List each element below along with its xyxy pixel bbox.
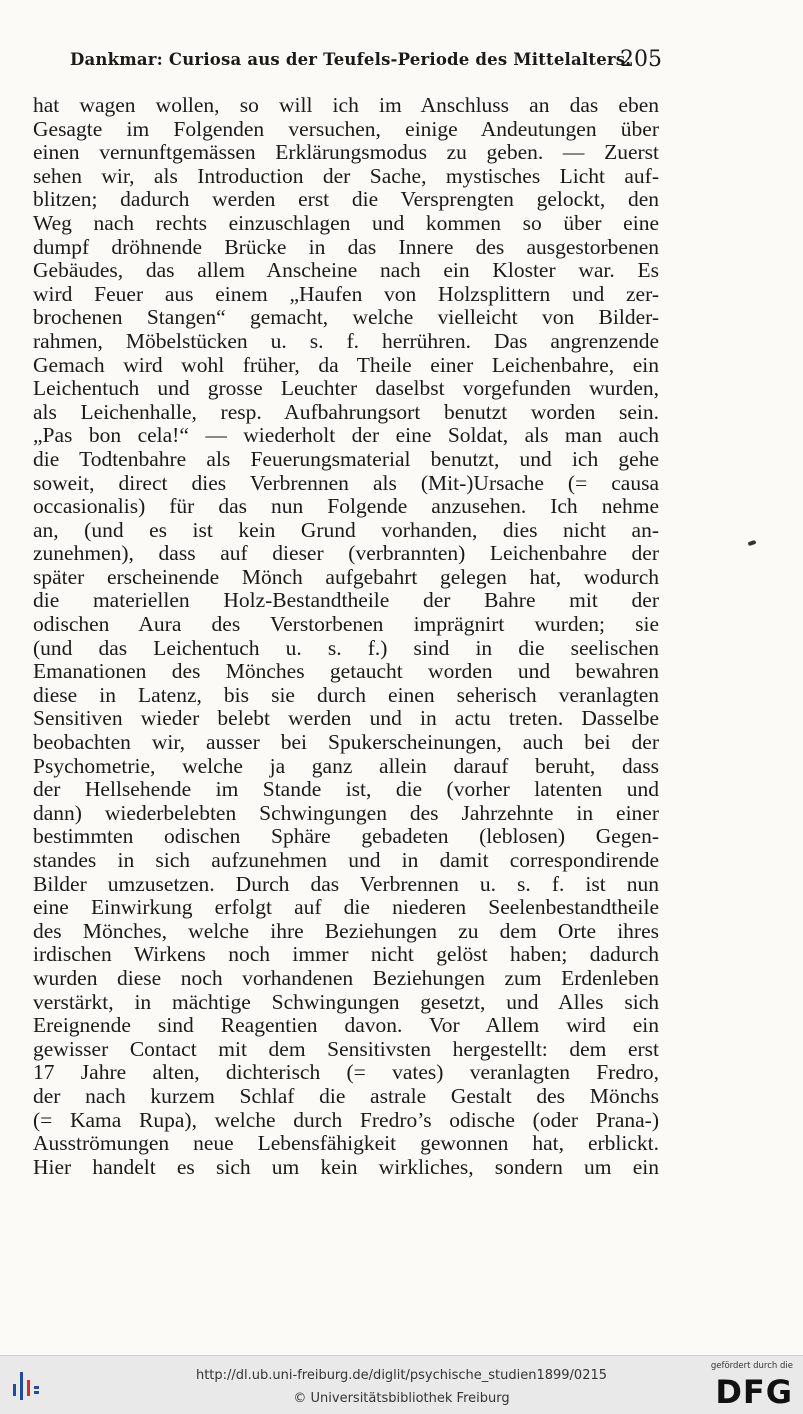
text-line: dann) wiederbelebten Schwingungen des Jahrzehnte in einer — [33, 800, 659, 825]
text-line: Bilder umzusetzen. Durch das Verbrennen u. s. f. ist nun — [33, 871, 659, 896]
footer-copyright: © Universitätsbibliothek Freiburg — [293, 1391, 510, 1406]
text-line: Leichentuch und grosse Leuchter daselbst vorgefunden wurden, — [33, 376, 659, 401]
text-line: der Hellsehende im Stande ist, die (vorher latenten und — [33, 777, 659, 802]
text-line: Ereignende sind Reagentien davon. Vor Allem wird ein — [33, 1013, 659, 1038]
text-line: 17 Jahre alten, dichterisch (= vates) veranlagten Fredro, — [33, 1060, 659, 1085]
dfg-block — [705, 1361, 793, 1409]
text-line: irdischen Wirkens noch immer nicht gelöst haben; dadurch — [33, 942, 659, 967]
text-line: (und das Leichentuch u. s. f.) sind in die seelischen — [33, 635, 659, 660]
text-line: beobachten wir, ausser bei Spukerscheinungen, auch bei der — [33, 730, 659, 755]
text-line: des Mönches, welche ihre Beziehungen zu dem Orte ihres — [33, 918, 659, 943]
text-line: als Leichenhalle, resp. Aufbahrungsort benutzt worden sein. — [33, 399, 659, 424]
margin-mark — [748, 540, 757, 546]
text-line: der nach kurzem Schlaf die astrale Gestalt des Mönchs — [33, 1083, 659, 1108]
text-line: (= Kama Rupa), welche durch Fredro’s odische (oder Prana-) — [33, 1107, 659, 1132]
text-line: sehen wir, als Introduction der Sache, mystisches Licht auf- — [33, 163, 659, 188]
text-line: Psychometrie, welche ja ganz allein darauf beruht, dass — [33, 753, 659, 778]
text-line: Weg nach rechts einzuschlagen und kommen so über eine — [33, 210, 659, 235]
text-line: occasionalis) für das nun Folgende anzusehen. Ich nehme — [33, 494, 659, 519]
text-line: diese in Latenz, bis sie durch einen seherisch veranlagten — [33, 682, 659, 707]
text-line: zunehmen), dass auf dieser (verbrannten) Leichenbahre der — [33, 541, 659, 566]
text-line: wurden diese noch vorhandenen Beziehungen zum Erdenleben — [33, 965, 659, 990]
text-line: Ausströmungen neue Lebensfähigkeit gewonnen hat, erblickt. — [33, 1131, 659, 1156]
text-line: Gemach wird wohl früher, da Theile einer Leichenbahre, ein — [33, 352, 659, 377]
text-line: eine Einwirkung erfolgt auf die niederen Seelenbestandtheile — [33, 895, 659, 920]
page-number: 205 — [620, 47, 662, 72]
text-line: Gebäudes, das allem Anscheine nach ein Kloster war. Es — [33, 258, 659, 283]
text-line: soweit, direct dies Verbrennen als (Mit-)Ursache (= causa — [33, 470, 659, 495]
text-line: blitzen; dadurch werden erst die Versprengten gelockt, den — [33, 187, 659, 212]
text-line: Gesagte im Folgenden versuchen, einige Andeutungen über — [33, 116, 659, 141]
text-line: Hier handelt es sich um kein wirkliches, sondern um ein — [33, 1154, 659, 1179]
dfg-logo: DFG — [715, 1373, 793, 1411]
body-text — [33, 94, 659, 1179]
text-line: wird Feuer aus einem „Haufen von Holzsplittern und zer- — [33, 281, 659, 306]
text-line: dumpf dröhnende Brücke in das Innere des ausgestorbenen — [33, 234, 659, 259]
text-line: standes in sich aufzunehmen und in damit correspondirende — [33, 848, 659, 872]
text-line: die Todtenbahre als Feuerungsmaterial benutzt, und ich gehe — [33, 446, 659, 471]
text-line: später erscheinende Mönch aufgebahrt gelegen hat, wodurch — [33, 564, 659, 589]
text-line: „Pas bon cela!“ — wiederholt der eine Soldat, als man auch — [33, 423, 659, 448]
text-line: rahmen, Möbelstücken u. s. f. herrühren. Das angrenzende — [33, 328, 659, 353]
dfg-caption: gefördert durch die — [710, 1361, 793, 1371]
text-line: gewisser Contact mit dem Sensitivsten hergestellt: dem erst — [33, 1036, 659, 1061]
text-line: einen vernunftgemässen Erklärungsmodus zu geben. — Zuerst — [33, 140, 659, 165]
text-line: brochenen Stangen“ gemacht, welche vielleicht von Bilder- — [33, 305, 659, 330]
text-line: hat wagen wollen, so will ich im Anschluss an das eben — [33, 93, 659, 117]
text-line: an, (und es ist kein Grund vorhanden, dies nicht an- — [33, 517, 659, 542]
footer-url[interactable]: http://dl.ub.uni-freiburg.de/diglit/psychische_studien1899/0215 — [195, 1368, 608, 1383]
text-line: bestimmten odischen Sphäre gebadeten (leblosen) Gegen- — [33, 824, 659, 849]
footer-bar — [0, 1355, 803, 1414]
text-line: Sensitiven wieder belebt werden und in actu treten. Dasselbe — [33, 706, 659, 731]
text-line: verstärkt, in mächtige Schwingungen gesetzt, und Alles sich — [33, 989, 659, 1014]
running-title: Dankmar: Curiosa aus der Teufels-Periode des Mittelalters. — [70, 50, 632, 69]
text-line: Emanationen des Mönches getaucht worden und bewahren — [33, 659, 659, 684]
running-head — [70, 47, 662, 77]
text-line: die materiellen Holz-Bestandtheile der Bahre mit der — [33, 588, 659, 613]
text-line: odischen Aura des Verstorbenen imprägnirt wurden; sie — [33, 612, 659, 637]
